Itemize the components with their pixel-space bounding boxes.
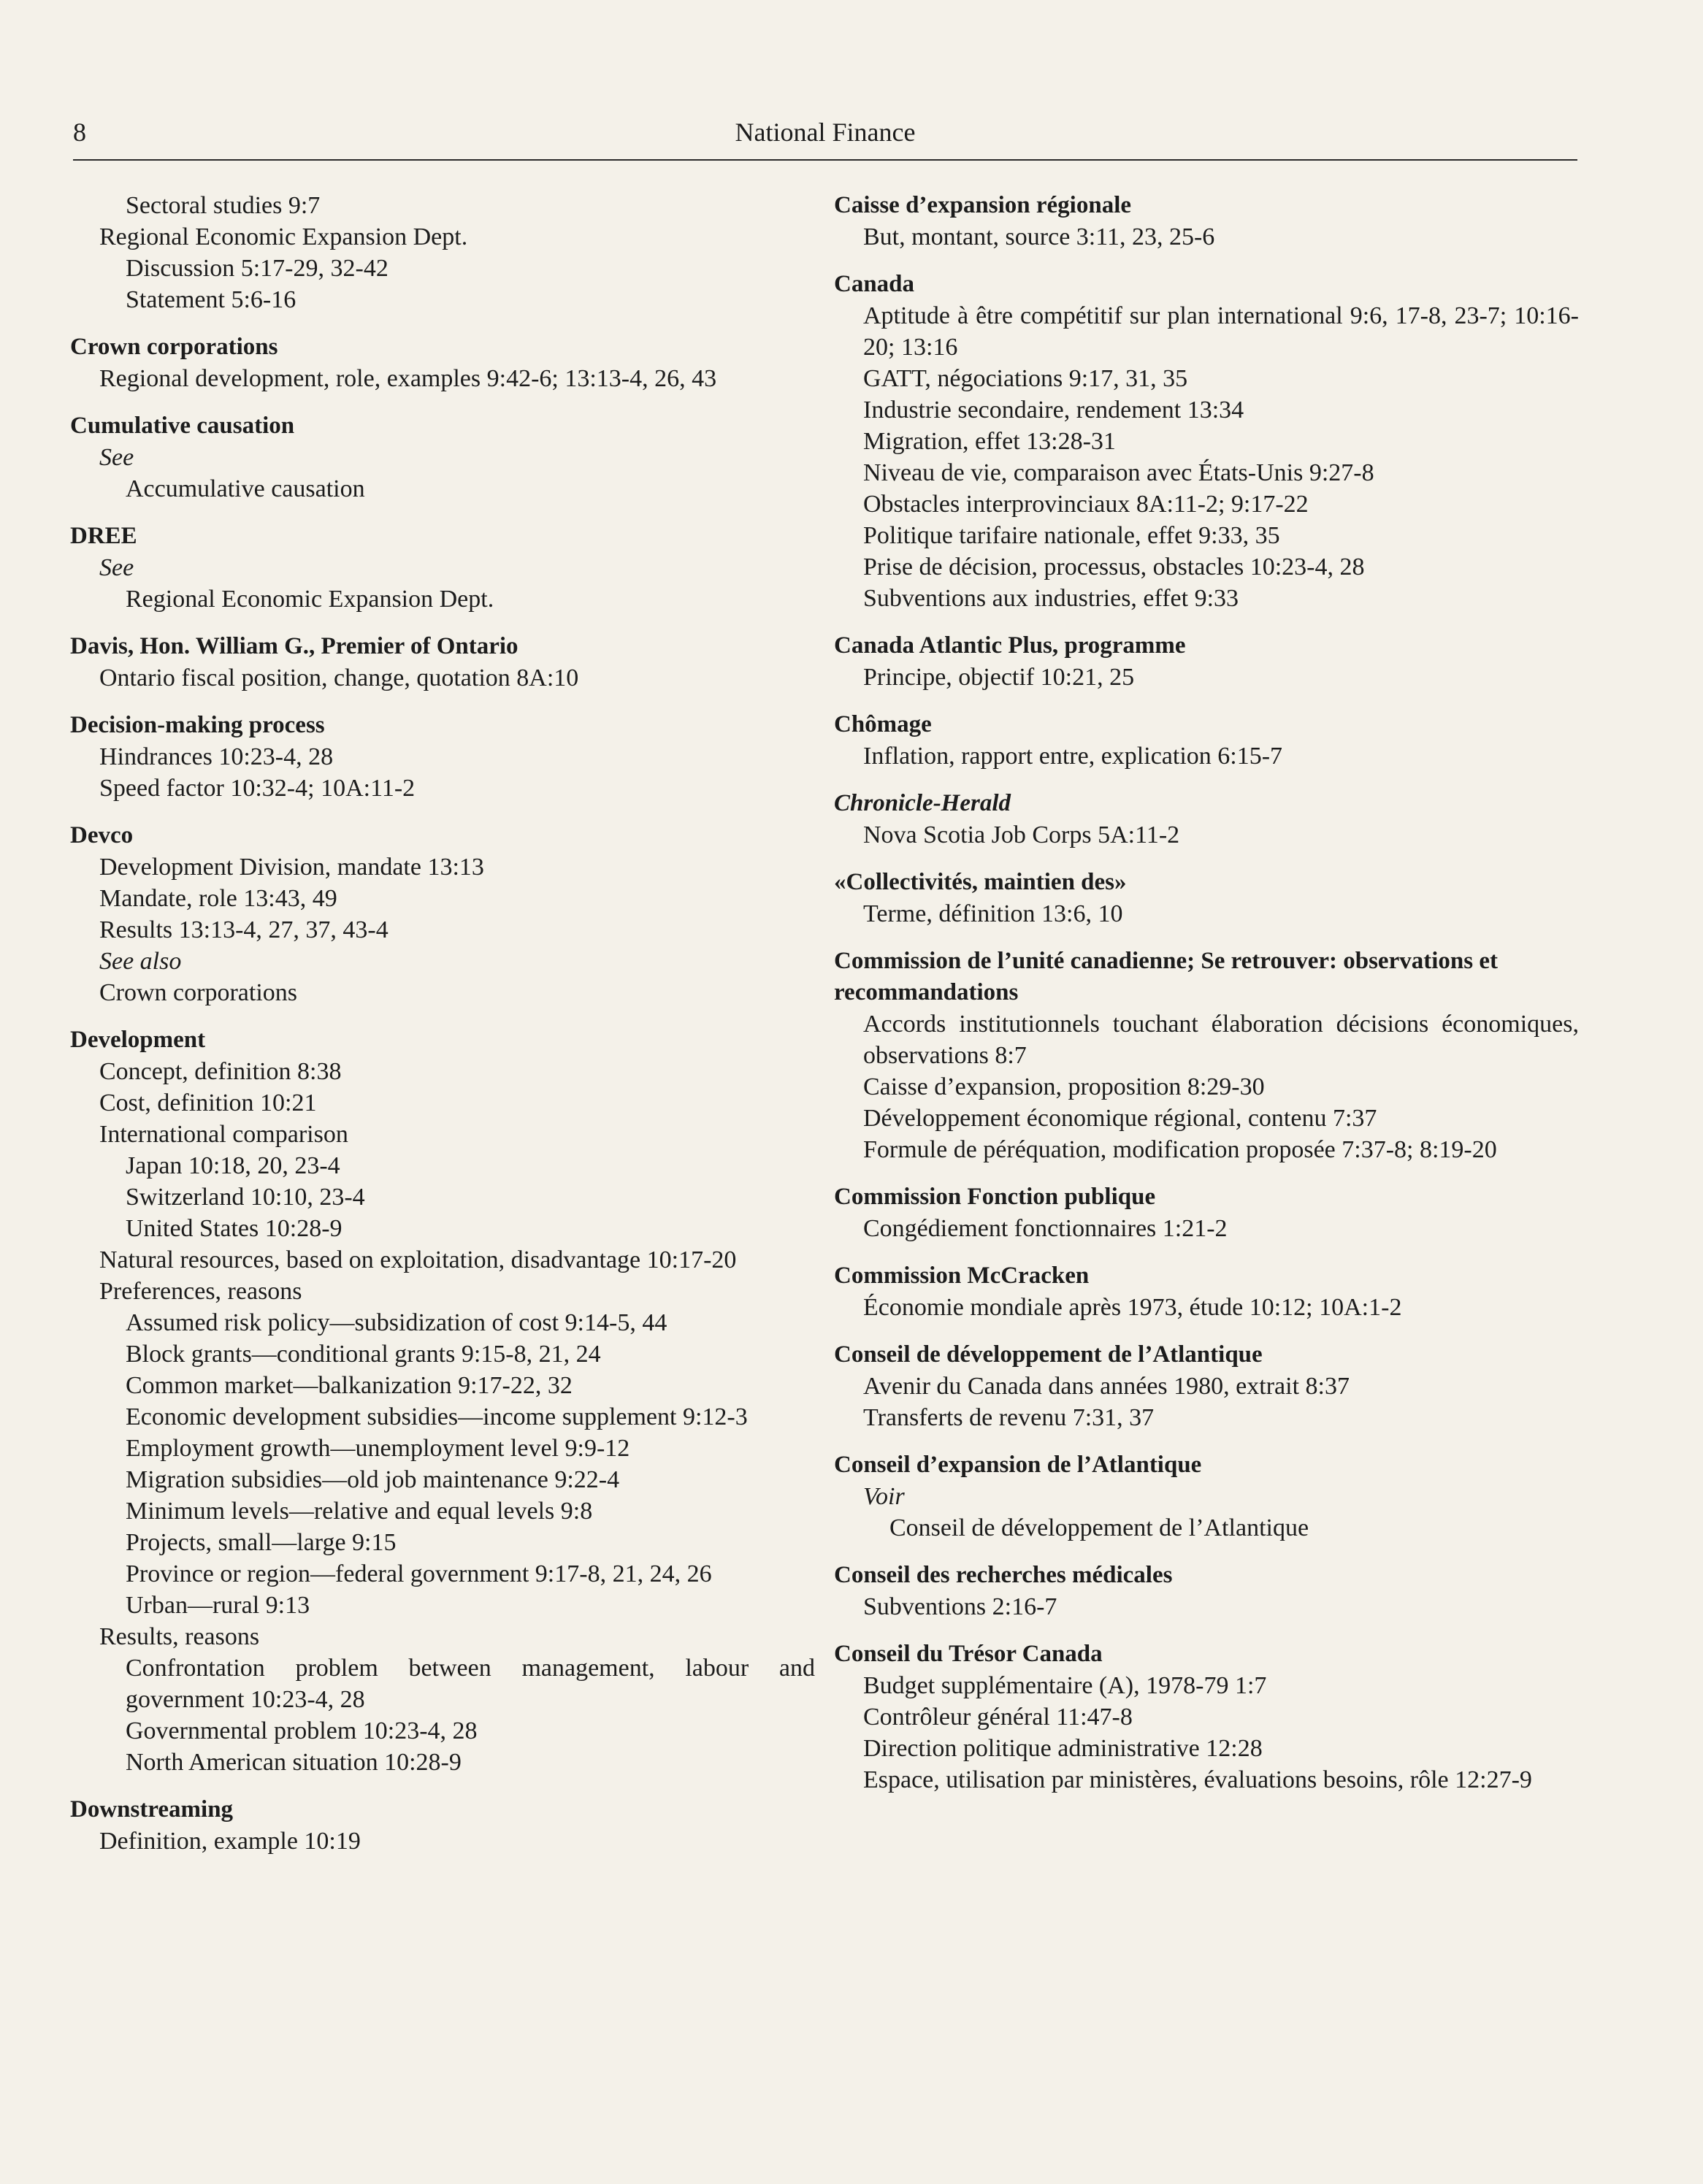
entry-subheading: Results, reasons xyxy=(99,1623,260,1650)
entry-subheading: Switzerland 10:10, 23-4 xyxy=(126,1184,365,1211)
entry-heading: Devco xyxy=(70,822,134,848)
entry-heading: DREE xyxy=(70,523,137,549)
index-entry xyxy=(834,630,1579,693)
entry-subheading: Accumulative causation xyxy=(126,475,365,502)
entry-subheading: Hindrances 10:23-4, 28 xyxy=(99,743,334,770)
entry-subheading: Aptitude à être compétitif sur plan international 9:6, 17-8, 23-7; 10:16-20; 13:16 xyxy=(863,302,1579,361)
index-entry xyxy=(834,1339,1579,1433)
index-column-right xyxy=(834,190,1579,1812)
entry-subheading: Statement 5:6-16 xyxy=(126,286,296,313)
entry-subheading: Budget supplémentaire (A), 1978-79 1:7 xyxy=(863,1672,1267,1699)
entry-heading: Cumulative causation xyxy=(70,413,295,439)
cross-reference-label: See also xyxy=(99,948,182,975)
cross-reference-label: See xyxy=(99,444,134,471)
entry-heading: Commission McCracken xyxy=(834,1262,1090,1289)
entry-subheading: Subventions 2:16-7 xyxy=(863,1593,1057,1620)
entry-heading: Canada xyxy=(834,271,915,297)
entry-subheading: Cost, definition 10:21 xyxy=(99,1089,317,1116)
entry-subheading: Block grants—conditional grants 9:15-8, 21, 24 xyxy=(126,1341,601,1368)
entry-subheading: Niveau de vie, comparaison avec États-Unis 9:27-8 xyxy=(863,459,1374,486)
entry-subheading: Economic development subsidies—income supplement 9:12-3 xyxy=(126,1403,748,1430)
entry-heading: Commission Fonction publique xyxy=(834,1184,1156,1210)
entry-subheading: Province or region—federal government 9:17-8, 21, 24, 26 xyxy=(126,1560,712,1587)
entry-subheading: Industrie secondaire, rendement 13:34 xyxy=(863,396,1244,424)
entry-heading: Conseil de développement de l’Atlantique xyxy=(834,1341,1263,1368)
entry-subheading: Obstacles interprovinciaux 8A:11-2; 9:17-22 xyxy=(863,491,1309,518)
entry-subheading: Speed factor 10:32-4; 10A:11-2 xyxy=(99,775,416,802)
index-entry xyxy=(834,709,1579,772)
entry-subheading: Congédiement fonctionnaires 1:21-2 xyxy=(863,1215,1228,1242)
entry-subheading: Common market—balkanization 9:17-22, 32 xyxy=(126,1372,573,1399)
index-entry xyxy=(70,1024,815,1778)
index-entry xyxy=(834,788,1579,851)
entry-subheading: Projects, small—large 9:15 xyxy=(126,1529,397,1556)
entry-subheading: Regional Economic Expansion Dept. xyxy=(126,586,494,613)
entry-heading: Davis, Hon. William G., Premier of Ontario xyxy=(70,633,518,659)
index-column-left xyxy=(70,190,815,1873)
index-entry xyxy=(834,867,1579,930)
index-entry xyxy=(834,1560,1579,1622)
entry-subheading: Principe, objectif 10:21, 25 xyxy=(863,664,1135,691)
entry-subheading: Espace, utilisation par ministères, évaluations besoins, rôle 12:27-9 xyxy=(863,1766,1532,1793)
entry-subheading: Migration, effet 13:28-31 xyxy=(863,428,1116,455)
index-entry xyxy=(70,631,815,694)
entry-heading: Conseil du Trésor Canada xyxy=(834,1641,1103,1667)
entry-subheading: International comparison xyxy=(99,1121,348,1148)
entry-subheading: Assumed risk policy—subsidization of cost 9:14-5, 44 xyxy=(126,1309,667,1336)
entry-subheading: Results 13:13-4, 27, 37, 43-4 xyxy=(99,916,389,943)
entry-heading: Conseil d’expansion de l’Atlantique xyxy=(834,1452,1202,1478)
entry-subheading: Transferts de revenu 7:31, 37 xyxy=(863,1404,1155,1431)
entry-subheading: GATT, négociations 9:17, 31, 35 xyxy=(863,365,1188,392)
entry-subheading: Discussion 5:17-29, 32-42 xyxy=(126,255,389,282)
entry-subheading: Conseil de développement de l’Atlantique xyxy=(889,1514,1309,1541)
entry-heading: Downstreaming xyxy=(70,1796,234,1823)
index-entry xyxy=(70,1794,815,1857)
entry-heading: Crown corporations xyxy=(70,334,278,360)
entry-subheading: Développement économique régional, contenu 7:37 xyxy=(863,1105,1377,1132)
index-entry xyxy=(834,190,1579,253)
entry-subheading: Preferences, reasons xyxy=(99,1278,302,1305)
entry-subheading: Mandate, role 13:43, 49 xyxy=(99,885,337,912)
entry-subheading: Subventions aux industries, effet 9:33 xyxy=(863,585,1239,612)
entry-subheading: United States 10:28-9 xyxy=(126,1215,342,1242)
entry-subheading: Regional Economic Expansion Dept. xyxy=(99,223,468,250)
entry-heading: Chronicle-Herald xyxy=(834,790,1011,816)
entry-subheading: Formule de péréquation, modification proposée 7:37-8; 8:19-20 xyxy=(863,1136,1497,1163)
index-entry xyxy=(834,269,1579,614)
entry-heading: Commission de l’unité canadienne; Se retrouver: observations et recommandations xyxy=(834,948,1498,1005)
index-entry xyxy=(70,190,815,315)
entry-heading: Development xyxy=(70,1027,206,1053)
index-entry xyxy=(70,521,815,615)
index-entry xyxy=(834,1260,1579,1323)
entry-subheading: Caisse d’expansion, proposition 8:29-30 xyxy=(863,1073,1265,1100)
entry-subheading: Natural resources, based on exploitation, disadvantage 10:17-20 xyxy=(99,1246,737,1273)
entry-subheading: North American situation 10:28-9 xyxy=(126,1749,462,1776)
cross-reference-label: Voir xyxy=(863,1483,905,1510)
page-header xyxy=(73,117,1577,161)
entry-subheading: Inflation, rapport entre, explication 6:15-7 xyxy=(863,743,1283,770)
entry-heading: «Collectivités, maintien des» xyxy=(834,869,1127,895)
entry-heading: Conseil des recherches médicales xyxy=(834,1562,1173,1588)
entry-subheading: Development Division, mandate 13:13 xyxy=(99,854,484,881)
entry-subheading: Ontario fiscal position, change, quotation 8A:10 xyxy=(99,664,579,691)
page-number: 8 xyxy=(73,118,86,147)
entry-subheading: Prise de décision, processus, obstacles 10:23-4, 28 xyxy=(863,553,1365,581)
entry-subheading: Politique tarifaire nationale, effet 9:33, 35 xyxy=(863,522,1280,549)
entry-subheading: Crown corporations xyxy=(99,979,298,1006)
entry-subheading: Definition, example 10:19 xyxy=(99,1828,361,1855)
entry-subheading: But, montant, source 3:11, 23, 25-6 xyxy=(863,223,1215,250)
cross-reference-label: See xyxy=(99,554,134,581)
entry-heading: Caisse d’expansion régionale xyxy=(834,192,1132,218)
entry-heading: Canada Atlantic Plus, programme xyxy=(834,632,1186,659)
entry-subheading: Migration subsidies—old job maintenance 9:22-4 xyxy=(126,1466,620,1493)
entry-subheading: Accords institutionnels touchant élaboration décisions économiques, observations 8:7 xyxy=(863,1011,1579,1069)
running-title: National Finance xyxy=(735,118,916,147)
entry-subheading: Avenir du Canada dans années 1980, extrait 8:37 xyxy=(863,1373,1350,1400)
index-entry xyxy=(70,820,815,1008)
index-entry xyxy=(834,1449,1579,1544)
entry-subheading: Governmental problem 10:23-4, 28 xyxy=(126,1717,478,1744)
entry-subheading: Contrôleur général 11:47-8 xyxy=(863,1704,1133,1731)
entry-subheading: Minimum levels—relative and equal levels 9:8 xyxy=(126,1498,593,1525)
index-entry xyxy=(70,710,815,804)
entry-subheading: Regional development, role, examples 9:42-6; 13:13-4, 26, 43 xyxy=(99,365,717,392)
entry-subheading: Nova Scotia Job Corps 5A:11-2 xyxy=(863,821,1180,848)
index-entry xyxy=(70,410,815,505)
entry-subheading: Japan 10:18, 20, 23-4 xyxy=(126,1152,340,1179)
index-entry xyxy=(834,1639,1579,1796)
index-entry xyxy=(834,946,1579,1165)
index-entry xyxy=(70,332,815,394)
index-entry xyxy=(834,1181,1579,1244)
entry-subheading: Employment growth—unemployment level 9:9-12 xyxy=(126,1435,630,1462)
entry-heading: Chômage xyxy=(834,711,932,737)
entry-subheading: Direction politique administrative 12:28 xyxy=(863,1735,1263,1762)
entry-subheading: Confrontation problem between management, labour and government 10:23-4, 28 xyxy=(126,1655,815,1713)
entry-subheading: Terme, définition 13:6, 10 xyxy=(863,900,1123,927)
entry-subheading: Économie mondiale après 1973, étude 10:12; 10A:1-2 xyxy=(863,1294,1402,1321)
entry-heading: Decision-making process xyxy=(70,712,325,738)
entry-subheading: Urban—rural 9:13 xyxy=(126,1592,310,1619)
entry-subheading: Concept, definition 8:38 xyxy=(99,1058,342,1085)
entry-subheading: Sectoral studies 9:7 xyxy=(126,192,321,219)
